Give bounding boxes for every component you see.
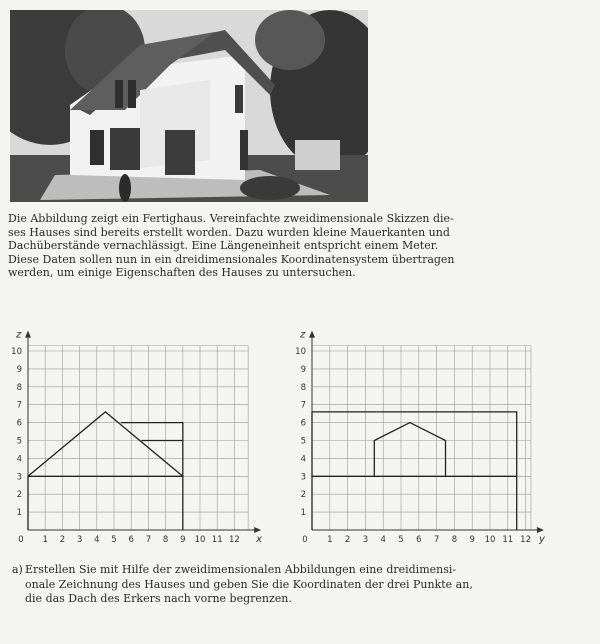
intro-line: ses Hauses sind bereits erstellt worden. Dazu wurden kleine Mauerkanten und — [8, 225, 450, 239]
y-tick-label: 7 — [300, 400, 306, 411]
horizontal-axis-arrow — [537, 527, 544, 533]
house-outline-1 — [28, 412, 183, 476]
y-tick-label: 2 — [300, 490, 306, 501]
grid — [28, 346, 248, 530]
x-tick-label: 0 — [18, 535, 24, 545]
z-axis-arrow — [309, 331, 315, 338]
y-tick-label: 6 — [16, 418, 22, 429]
y-tick-label: 9 — [16, 364, 22, 375]
y-tick-label: 5 — [16, 436, 22, 447]
x-tick-label: 3 — [76, 535, 83, 545]
y-tick-label: 1 — [300, 508, 306, 519]
horizontal-axis-arrow — [254, 527, 261, 533]
y-tick-label: 7 — [16, 400, 22, 411]
house-photo — [10, 10, 368, 202]
x-tick-label: 11 — [211, 535, 223, 545]
x-tick-label: 9 — [469, 535, 475, 545]
y-tick-label: 2 — [16, 490, 22, 501]
y-tick-label: 4 — [16, 454, 22, 465]
x-tick-label: 9 — [180, 535, 186, 545]
x-tick-label: 6 — [128, 535, 134, 545]
x-tick-label: 1 — [42, 535, 48, 545]
x-tick-label: 2 — [344, 535, 351, 545]
intro-line: Dachüberstände vernachlässigt. Eine Längeneinheit entspricht einem Meter. — [8, 239, 439, 253]
x-tick-label: 6 — [416, 535, 422, 545]
y-tick-label: 1 — [16, 508, 22, 519]
x-tick-label: 10 — [484, 535, 496, 545]
x-tick-label: 12 — [520, 535, 532, 545]
house-outline-2 — [374, 423, 445, 477]
task-label: a) — [12, 563, 23, 576]
horizontal-axis-label: y — [538, 534, 545, 545]
house-outline-0 — [28, 476, 183, 530]
horizontal-axis-label: x — [256, 534, 263, 545]
y-tick-label: 10 — [295, 347, 306, 357]
x-tick-label: 5 — [398, 535, 404, 545]
intro-paragraph — [8, 212, 513, 280]
y-tick-label: 10 — [11, 347, 22, 357]
house-outline-0 — [312, 476, 517, 530]
task-line: die das Dach des Erkers nach vorne begrenzen. — [25, 592, 292, 605]
x-tick-label: 5 — [111, 535, 117, 545]
y-tick-label: 3 — [16, 472, 22, 483]
grid — [312, 346, 531, 530]
x-tick-label: 7 — [145, 535, 152, 545]
side-view-plot — [282, 310, 582, 550]
z-axis-label: z — [300, 329, 306, 341]
y-tick-label: 8 — [300, 382, 306, 393]
y-tick-label: 9 — [300, 364, 306, 375]
y-tick-label: 6 — [300, 418, 306, 429]
z-axis-arrow — [25, 331, 31, 338]
intro-line: Diese Daten sollen nun in ein dreidimensionales Koordinatensystem übertragen — [8, 252, 455, 266]
intro-line: werden, um einige Eigenschaften des Hauses zu untersuchen. — [8, 266, 356, 280]
x-tick-label: 1 — [327, 535, 333, 545]
task-line: onale Zeichnung des Hauses und geben Sie die Koordinaten der drei Punkte an, — [25, 577, 473, 591]
y-tick-label: 4 — [300, 454, 306, 465]
task-line: Erstellen Sie mit Hilfe der zweidimensionalen Abbildungen eine dreidimensi- — [25, 563, 457, 576]
x-tick-label: 11 — [502, 535, 514, 545]
house-outline-1 — [312, 412, 517, 476]
x-tick-label: 0 — [302, 535, 308, 545]
x-tick-label: 10 — [194, 535, 206, 545]
x-tick-label: 4 — [380, 535, 386, 545]
front-view-plot — [0, 310, 300, 550]
x-tick-label: 4 — [94, 535, 100, 545]
y-tick-label: 8 — [16, 382, 22, 393]
x-tick-label: 8 — [162, 535, 169, 545]
x-tick-label: 8 — [451, 535, 458, 545]
y-tick-label: 3 — [300, 472, 306, 483]
house-illustration — [10, 10, 368, 202]
z-axis-label: z — [16, 329, 22, 341]
x-tick-label: 2 — [59, 535, 66, 545]
x-tick-label: 3 — [362, 535, 369, 545]
x-tick-label: 12 — [228, 535, 240, 545]
x-tick-label: 7 — [433, 535, 440, 545]
intro-line: Die Abbildung zeigt ein Fertighaus. Vereinfachte zweidimensionale Skizzen die- — [8, 212, 454, 225]
y-tick-label: 5 — [300, 436, 306, 447]
